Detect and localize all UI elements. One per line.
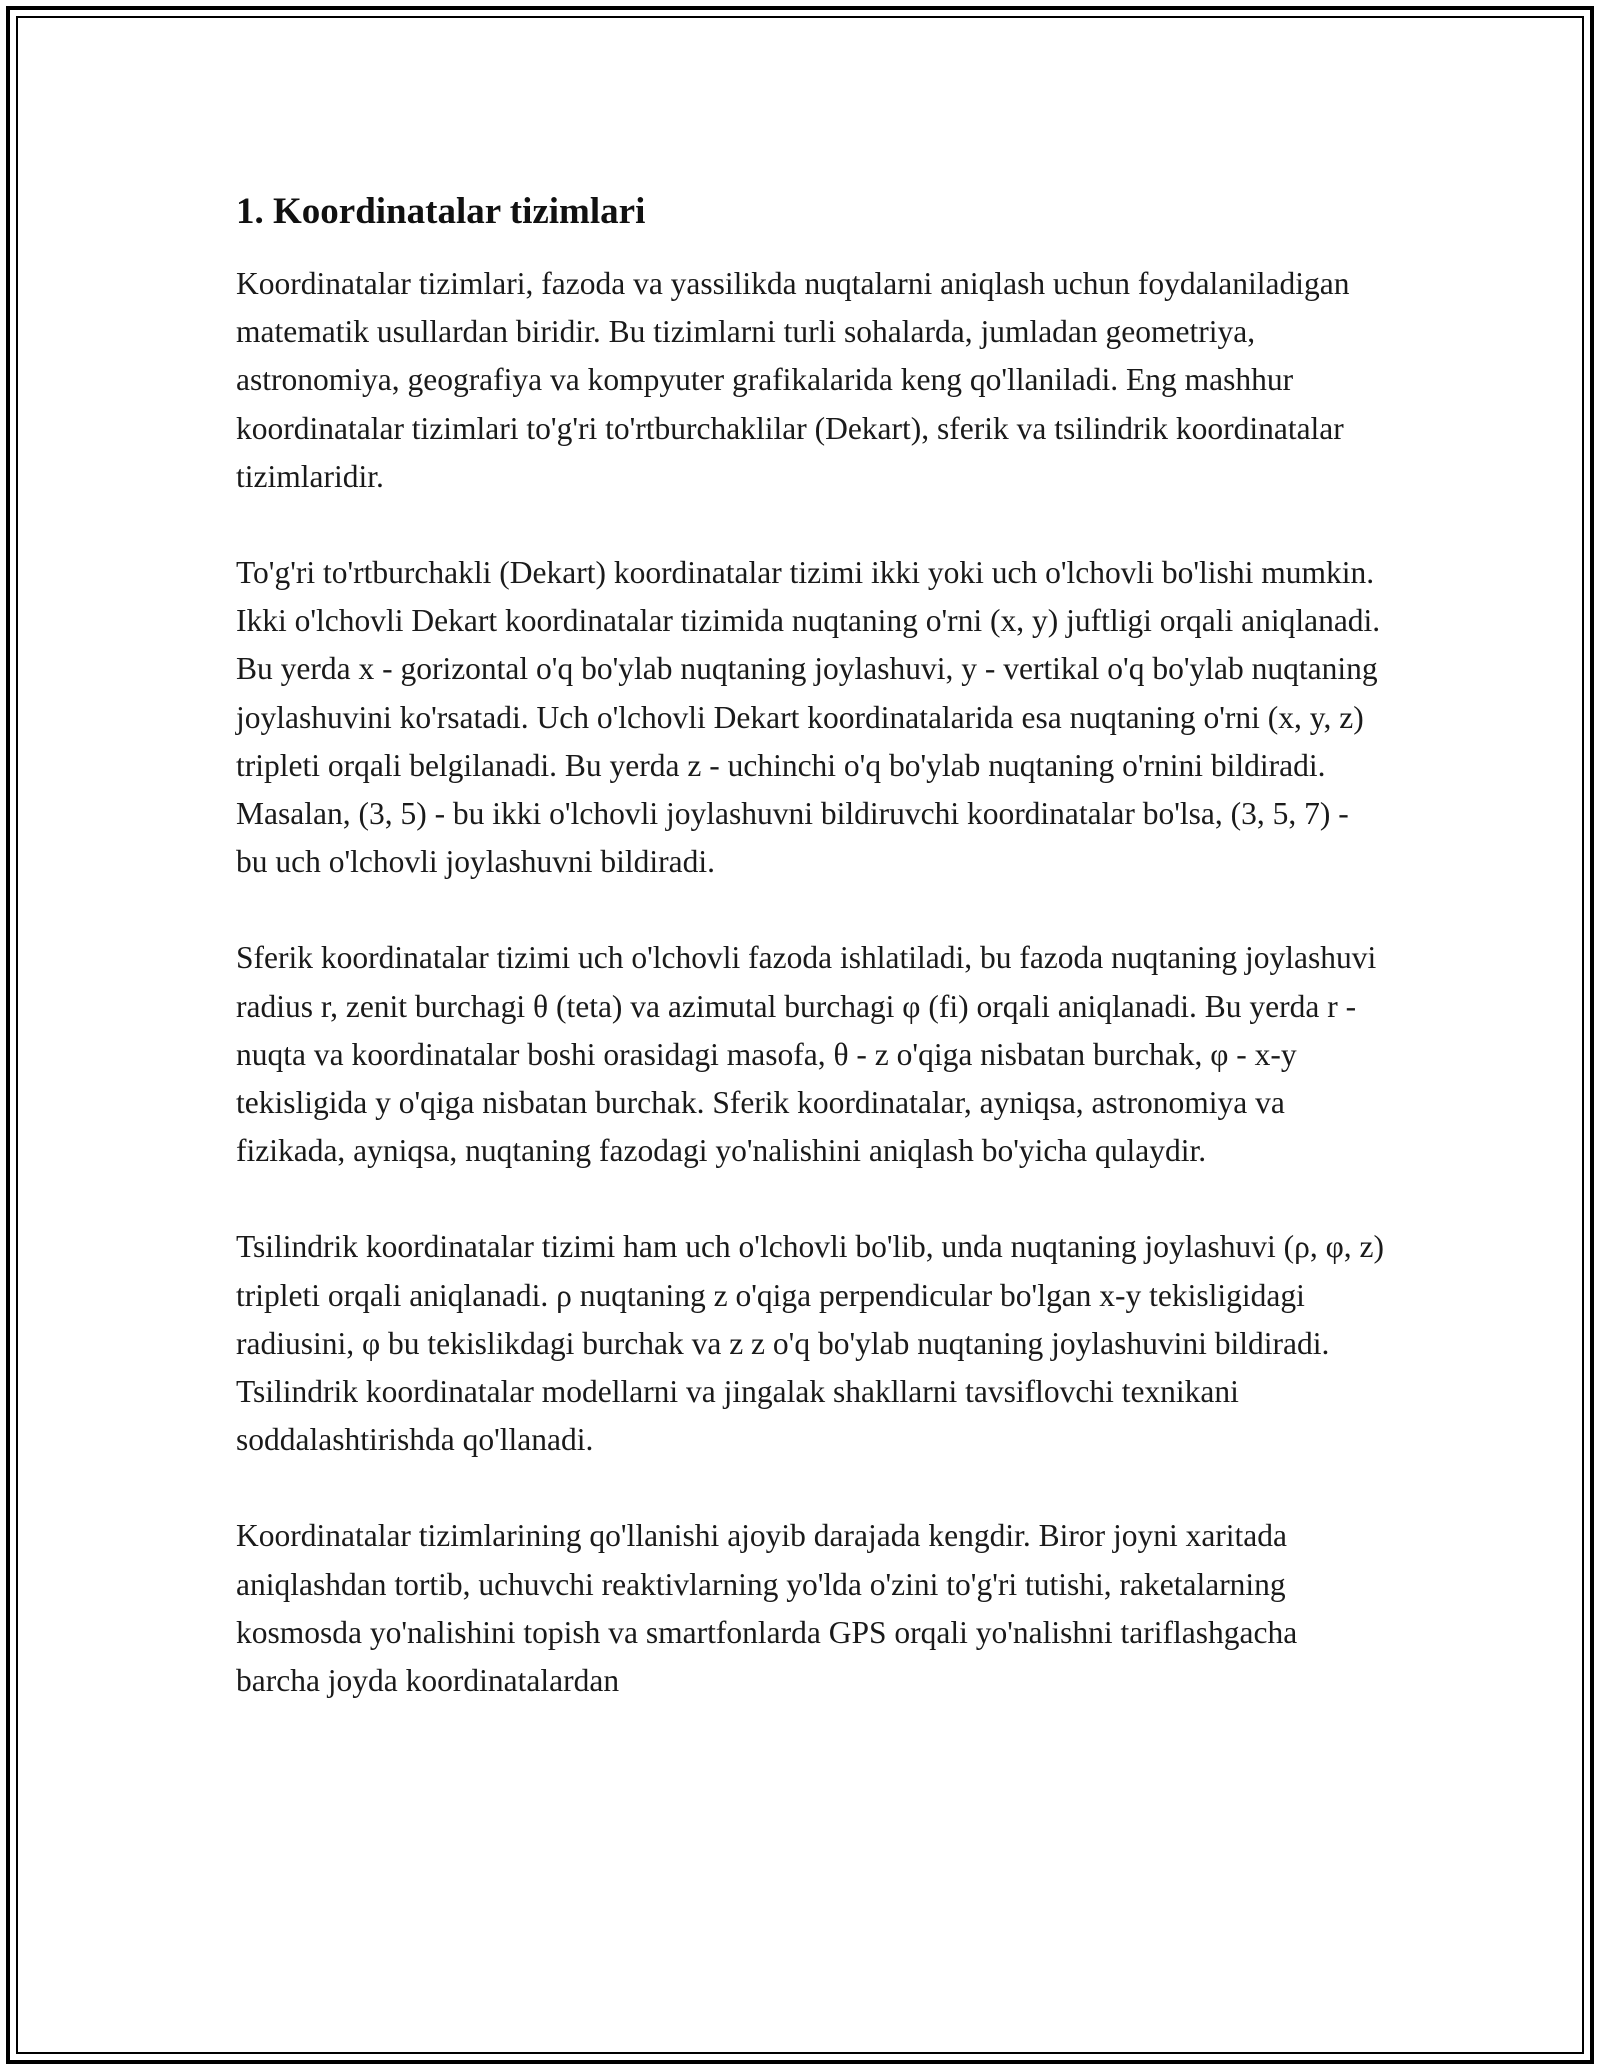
paragraph-intro: Koordinatalar tizimlari, fazoda va yassilikda nuqtalarni aniqlash uchun foydalaniladigan matematik usullardan biridir. Bu tizimlarni turli sohalarda, jumladan geometriya, astronomiya, geografiya va kompyuter grafikalarida keng qo'llaniladi. Eng mashhur koordinatalar tizimlari to'g'ri to'rtburchaklilar (Dekart), sferik va tsilindrik koordinatalar tizimlaridir. <box>236 266 1350 494</box>
paragraph-spherical: Sferik koordinatalar tizimi uch o'lchovli fazoda ishlatiladi, bu fazoda nuqtaning joylashuvi radius r, zenit burchagi θ (teta) va azimutal burchagi φ (fi) orqali aniqlanadi. Bu yerda r - nuqta va koordinatalar boshi orasidagi masofa, θ - z o'qiga nisbatan burchak, φ - x-y tekisligida y o'qiga nisbatan burchak. Sferik koordinatalar, ayniqsa, astronomiya va fizikada, ayniqsa, nuqtaning fazodagi yo'nalishini aniqlash bo'yicha qulaydir. <box>236 940 1377 1169</box>
paragraph-cartesian: To'g'ri to'rtburchakli (Dekart) koordinatalar tizimi ikki yoki uch o'lchovli bo'lishi mumkin. Ikki o'lchovli Dekart koordinatalar tizimida nuqtaning o'rni (x, y) juftligi orqali aniqlanadi. Bu yerda x - gorizontal o'q bo'ylab nuqtaning joylashuvi, y - vertikal o'q bo'ylab nuqtaning joylashuvini ko'rsatadi. Uch o'lchovli Dekart koordinatalarida esa nuqtaning o'rni (x, y, z) tripleti orqali belgilanadi. Bu yerda z - uchinchi o'q bo'ylab nuqtaning o'rnini bildiradi. Masalan, (3, 5) - bu ikki o'lchovli joylashuvni bildiruvchi koordinatalar bo'lsa, (3, 5, 7) - bu uch o'lchovli joylashuvni bildiradi. <box>236 555 1381 880</box>
paragraph-cylindrical: Tsilindrik koordinatalar tizimi ham uch o'lchovli bo'lib, unda nuqtaning joylashuvi (ρ, φ, z) tripleti orqali aniqlanadi. ρ nuqtaning z o'qiga perpendicular bo'lgan x-y tekisligidagi radiusini, φ bu tekislikdagi burchak va z z o'q bo'ylab nuqtaning joylashuvini bildiradi. Tsilindrik koordinatalar modellarni va jingalak shakllarni tavsiflovchi texnikani soddalashtirishda qo'llanadi. <box>236 1229 1384 1458</box>
document-content <box>236 188 1386 1753</box>
page-title: 1. Koordinatalar tizimlari <box>236 191 646 232</box>
paragraph-applications: Koordinatalar tizimlarining qo'llanishi ajoyib darajada kengdir. Biror joyni xaritada aniqlashdan tortib, uchuvchi reaktivlarning yo'lda o'zini to'g'ri tutishi, raketalarning kosmosda yo'nalishini topish va smartfonlarda GPS orqali yo'nalishni tariflashgacha barcha joyda koordinatalardan <box>236 1518 1298 1699</box>
